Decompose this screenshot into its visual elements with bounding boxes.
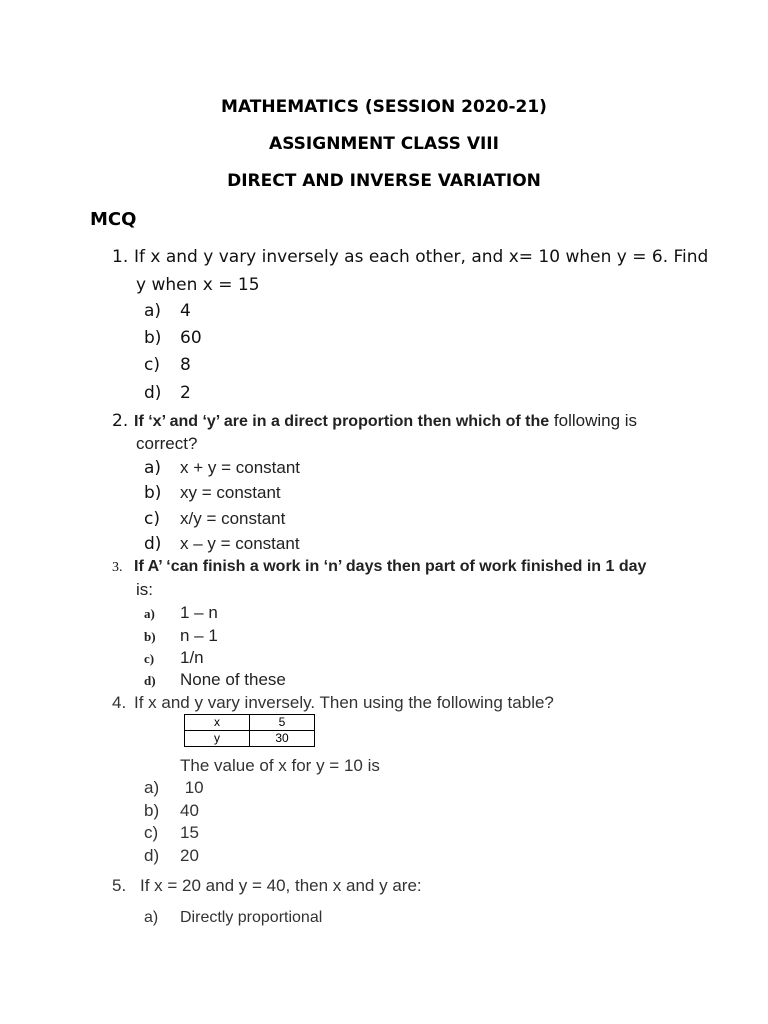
option-label: a) xyxy=(144,909,159,926)
option-text: Directly proportional xyxy=(180,909,323,926)
option-text: 1 – n xyxy=(180,603,218,622)
option-text: x + y = constant xyxy=(180,458,301,477)
option-label: d) xyxy=(144,673,156,688)
option-label: a) xyxy=(144,458,162,478)
table-cell: 5 xyxy=(250,715,315,731)
option-text: 15 xyxy=(180,823,199,842)
question-number: 2. xyxy=(112,411,129,431)
option-label: d) xyxy=(144,846,160,865)
section-heading: MCQ xyxy=(90,209,137,230)
option-label: d) xyxy=(144,534,162,554)
option-label: b) xyxy=(144,629,156,644)
header-topic: DIRECT AND INVERSE VARIATION xyxy=(227,171,541,191)
table-row xyxy=(185,715,315,731)
question-text-normal: following is xyxy=(549,411,638,430)
option-text: x – y = constant xyxy=(180,534,300,553)
header-title: MATHEMATICS (SESSION 2020-21) xyxy=(221,97,547,117)
question-text: If x and y vary inversely. Then using the following table? xyxy=(134,693,554,712)
option-2d xyxy=(144,534,300,554)
option-1b xyxy=(144,328,202,348)
option-3d xyxy=(144,670,286,690)
option-2b xyxy=(144,483,281,503)
option-5a xyxy=(144,909,322,927)
option-label: a) xyxy=(144,301,162,321)
option-text: 60 xyxy=(180,328,202,348)
question-text-bold: If ‘x’ and ‘y’ are in a direct proportion then which of the xyxy=(134,413,550,430)
question-number: 3. xyxy=(112,560,123,575)
option-2c xyxy=(144,509,285,529)
option-3a xyxy=(144,603,218,623)
question-number: 5. xyxy=(112,876,127,895)
option-text: 40 xyxy=(180,801,199,820)
question-2 xyxy=(112,411,637,431)
question-3-line2: is: xyxy=(136,580,153,599)
header-assignment: ASSIGNMENT CLASS VIII xyxy=(269,134,499,154)
table-row xyxy=(185,731,315,747)
question-3 xyxy=(112,558,646,576)
question-1-line2: y when x = 15 xyxy=(136,275,260,295)
option-3b xyxy=(144,626,218,646)
table-cell: y xyxy=(185,731,250,747)
option-label: c) xyxy=(144,509,160,529)
question-text: If A’ ‘can finish a work in ‘n’ days then part of work finished in 1 day xyxy=(134,558,647,575)
option-label: c) xyxy=(144,823,159,842)
option-text: x/y = constant xyxy=(180,509,286,528)
option-text: xy = constant xyxy=(180,483,281,502)
option-text: 20 xyxy=(180,846,199,865)
table-cell: 30 xyxy=(250,731,315,747)
option-4a xyxy=(144,778,204,798)
question-1 xyxy=(112,247,708,267)
option-label: a) xyxy=(144,606,155,621)
option-1a xyxy=(144,301,191,321)
option-label: a) xyxy=(144,778,160,797)
option-label: b) xyxy=(144,483,162,503)
question-number: 1. xyxy=(112,247,129,267)
option-label: c) xyxy=(144,355,160,375)
option-label: c) xyxy=(144,651,155,666)
option-text: None of these xyxy=(180,670,286,689)
option-label: b) xyxy=(144,328,162,348)
xy-table xyxy=(184,714,315,747)
question-4-subtext: The value of x for y = 10 is xyxy=(180,756,380,775)
option-text: 10 xyxy=(180,778,204,797)
option-text: 8 xyxy=(180,355,191,375)
option-4c xyxy=(144,823,199,843)
question-5 xyxy=(112,876,422,896)
question-4 xyxy=(112,693,554,713)
option-4b xyxy=(144,801,199,821)
option-1c xyxy=(144,355,191,375)
option-text: 2 xyxy=(180,383,191,403)
option-label: d) xyxy=(144,383,162,403)
option-label: b) xyxy=(144,801,160,820)
option-4d xyxy=(144,846,199,866)
table-cell: x xyxy=(185,715,250,731)
option-3c xyxy=(144,648,204,668)
option-1d xyxy=(144,383,191,403)
option-text: n – 1 xyxy=(180,626,218,645)
option-text: 4 xyxy=(180,301,191,321)
question-2-line2: correct? xyxy=(136,434,198,453)
question-number: 4. xyxy=(112,693,127,712)
question-text: If x and y vary inversely as each other, and x= 10 when y = 6. Find xyxy=(134,247,709,267)
question-text: If x = 20 and y = 40, then x and y are: xyxy=(140,876,422,895)
option-text: 1/n xyxy=(180,648,204,667)
option-2a xyxy=(144,458,300,478)
